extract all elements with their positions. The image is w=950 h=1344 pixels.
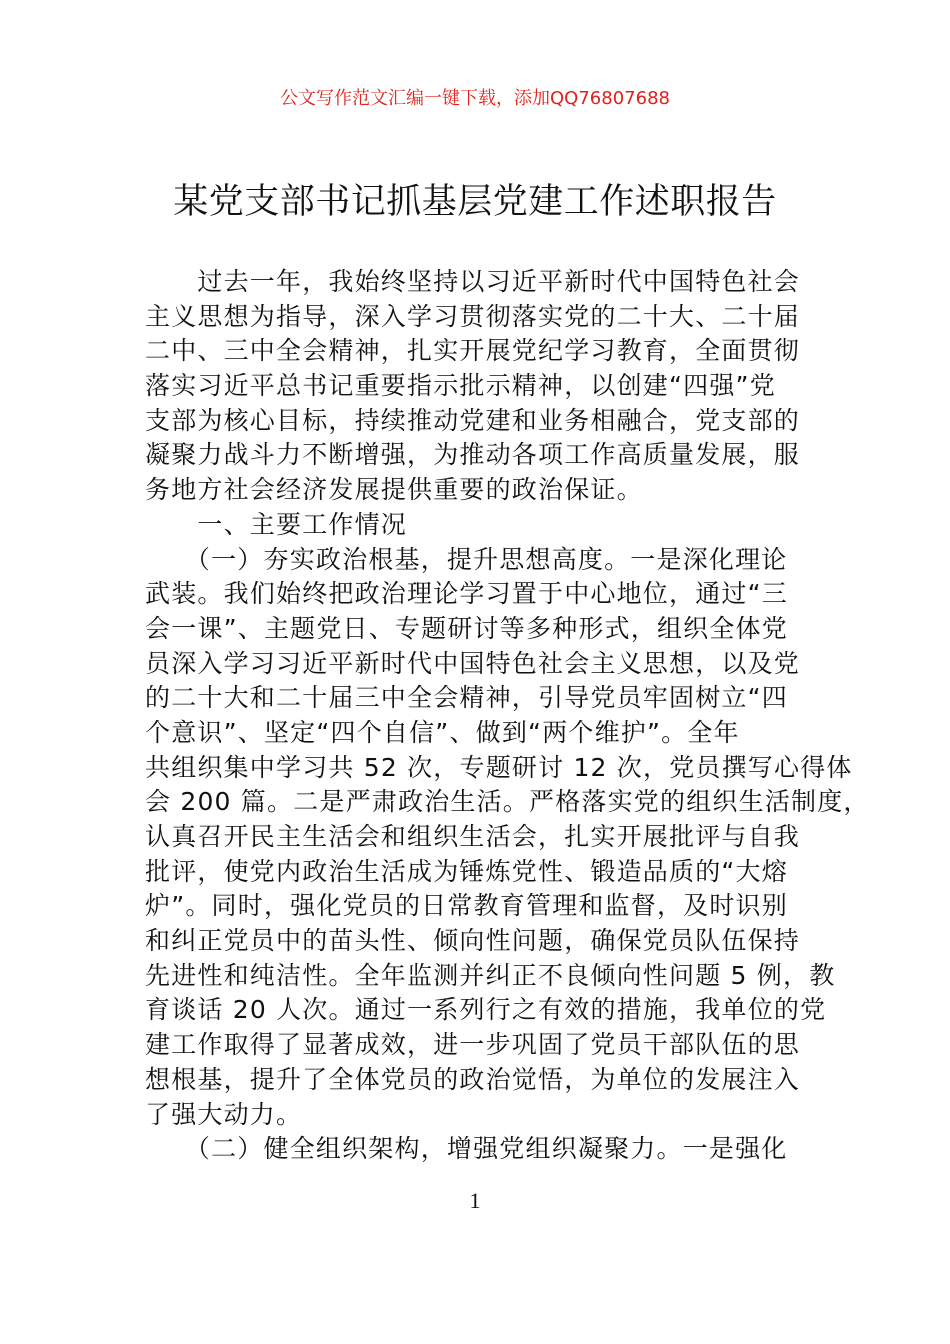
paragraph-line: 建工作取得了显著成效，进一步巩固了党员干部队伍的思	[145, 1030, 801, 1060]
paragraph-line: 认真召开民主生活会和组织生活会，扎实开展批评与自我	[145, 822, 801, 851]
paragraph-line: （二）健全组织架构，增强党组织凝聚力。一是强化	[145, 1134, 788, 1164]
paragraph-line: 个意识”、坚定“四个自信”、做到“两个维护”。全年	[145, 717, 740, 747]
paragraph-line: 炉”。同时，强化党员的日常教育管理和监督，及时识别	[145, 891, 788, 921]
paragraph-line: 想根基，提升了全体党员的政治觉悟，为单位的发展注入	[145, 1064, 801, 1094]
paragraph-line: 的二十大和二十届三中全会精神，引导党员牢固树立“四	[145, 683, 788, 713]
paragraph-line: 武装。我们始终把政治理论学习置于中心地位，通过“三	[145, 579, 788, 609]
paragraph-line: 务地方社会经济发展提供重要的政治保证。	[145, 475, 643, 505]
page-number: 1	[469, 1188, 481, 1213]
document-title: 某党支部书记抓基层党建工作述职报告	[173, 182, 777, 222]
paragraph-line: 主义思想为指导，深入学习贯彻落实党的二十大、二十届	[145, 301, 801, 331]
paragraph-line: 共组织集中学习共 52 次，专题研讨 12 次，党员撰写心得体	[145, 752, 853, 782]
paragraph-line: 员深入学习习近平新时代中国特色社会主义思想，以及党	[145, 648, 801, 678]
paragraph-line: 批评，使党内政治生活成为锤炼党性、锻造品质的“大熔	[145, 856, 788, 886]
paragraph-line: 了强大动力。	[145, 1099, 303, 1129]
watermark-header: 公文写作范文汇编一键下载，添加QQ76807688	[280, 88, 670, 109]
paragraph-line: 会 200 篇。二是严肃政治生活。严格落实党的组织生活制度，	[145, 787, 870, 817]
paragraph-line: 支部为核心目标，持续推动党建和业务相融合，党支部的	[145, 405, 801, 435]
paragraph-line: 和纠正党员中的苗头性、倾向性问题，确保党员队伍保持	[145, 926, 801, 956]
paragraph-line: 一、主要工作情况	[145, 509, 408, 539]
paragraph-line: 育谈话 20 人次。通过一系列行之有效的措施，我单位的党	[145, 995, 827, 1025]
paragraph-line: （一）夯实政治根基，提升思想高度。一是深化理论	[145, 544, 788, 574]
paragraph-line: 落实习近平总书记重要指示批示精神，以创建“四强”党	[145, 371, 776, 401]
paragraph-line: 会一课”、主题党日、专题研讨等多种形式，组织全体党	[145, 613, 788, 643]
paragraph-line: 凝聚力战斗力不断增强，为推动各项工作高质量发展，服	[145, 440, 801, 470]
paragraph-line: 过去一年，我始终坚持以习近平新时代中国特色社会	[145, 267, 801, 296]
document-body	[145, 265, 870, 1167]
paragraph-line: 先进性和纯洁性。全年监测并纠正不良倾向性问题 5 例，教	[145, 960, 836, 990]
paragraph-line: 二中、三中全会精神，扎实开展党纪学习教育，全面贯彻	[145, 336, 801, 366]
